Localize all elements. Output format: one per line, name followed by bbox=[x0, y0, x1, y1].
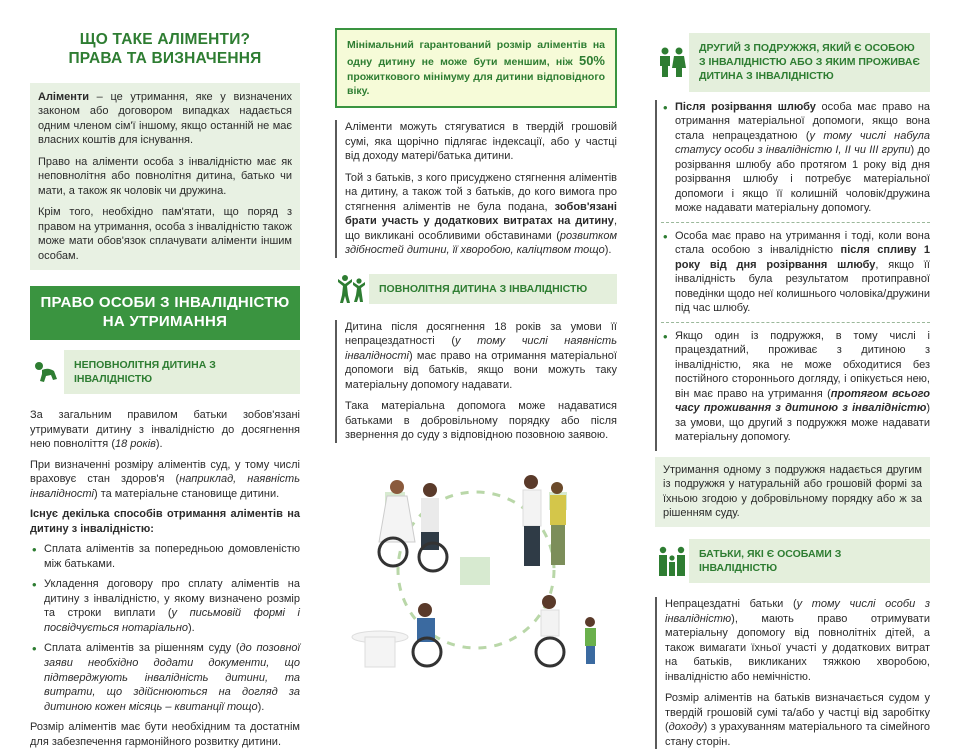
couple-icon bbox=[655, 45, 689, 79]
paragraph-3: Дитина після досягнення 18 років за умови її непрацездатності (у тому числі наявність інвалідності) має право на отримання матеріальної допомоги від батьків, якщо вони можуть таку матеріальну допомогу надавати. bbox=[345, 320, 618, 391]
dinner-couple bbox=[352, 603, 441, 667]
page-title bbox=[30, 30, 300, 69]
subheader-label: НЕПОВНОЛІТНЯ ДИТИНА З ІНВАЛІДНІСТЮ bbox=[64, 350, 300, 394]
banner-line-2: НА УТРИМАННЯ bbox=[102, 313, 228, 331]
list-item: • Укладення договору про сплату аліментів на дитину з інвалідністю, у якому визначено розмір та строки виплати (у письмовій формі і посвідчується нотаріально). bbox=[30, 577, 300, 635]
banner-line-1: ПРАВО ОСОБИ З ІНВАЛІДНІСТЮ bbox=[40, 294, 290, 312]
spouse-support-paragraph: Утримання одному з подружжя надається другим із подружжя у натуральній або грошовій формі за їхньою згодою у добровільному порядку або ж за рішенням суду. bbox=[655, 457, 930, 527]
subheader-adult-child bbox=[335, 272, 617, 306]
minor-child-text bbox=[30, 408, 300, 536]
definition-text: – це утримання, яке у визначених законом або договором випадках надається одним членом сім'ї іншому, якщо останній не має власних коштів для існування. bbox=[38, 90, 292, 147]
paragraph-5: Непрацездатні батьки (у тому числі особи з інвалідністю), мають право отримувати матеріальну допомогу від повнолітніх дітей, а також вимагати їхньої участі у додаткових витрат на батьків, викликаних тяжкою хворобою, інвалідністю або немічністю. bbox=[665, 598, 930, 683]
family-icon bbox=[655, 544, 689, 578]
adult-child-text bbox=[335, 320, 617, 443]
groom-figure bbox=[419, 483, 447, 571]
closing-paragraph: Розмір аліментів має бути необхідним та достатнім для забезпечення гармонійного розвитку дитини. bbox=[30, 721, 300, 748]
column-left bbox=[30, 0, 300, 748]
list-item: • Сплата аліментів за попередньою домовленістю між батьками. bbox=[30, 542, 300, 571]
section-banner bbox=[30, 286, 300, 340]
definition-paragraph-2: Право на аліменти особа з інвалідністю має як неповнолітня або повнолітня дитина, батько чи мати, а також як чоловік чи дружина. bbox=[38, 155, 292, 197]
parents-text bbox=[655, 597, 930, 749]
paragraph-4: Така матеріальна допомога може надаватися батьками в добровільному порядку або після звернення до суду з відповідною позовною заявою. bbox=[345, 400, 617, 442]
family-with-child bbox=[536, 595, 596, 666]
column-middle bbox=[335, 0, 617, 682]
definition-paragraph-3: Крім того, необхідно пам'ятати, що поряд з правом на утримання, особа з інвалідністю також може мати обов'язок сплачувати аліменти іншим особам. bbox=[38, 206, 292, 262]
methods-title: Існує декілька способів отримання аліментів на дитину з інвалідністю: bbox=[30, 508, 300, 535]
subheader-label: ДРУГИЙ З ПОДРУЖЖЯ, ЯКИЙ Є ОСОБОЮ З ІНВАЛІДНІСТЮ АБО З ЯКИМ ПРОЖИВАЄ ДИТИНА З ІНВАЛІДНІСТЮ bbox=[689, 33, 930, 92]
title-line-1: ЩО ТАКЕ АЛІМЕНТИ? bbox=[79, 31, 251, 48]
bride-figure bbox=[379, 480, 415, 566]
subheader-parents bbox=[655, 539, 930, 583]
column-right bbox=[655, 0, 931, 748]
percent-value: 50% bbox=[578, 53, 605, 69]
closing-text bbox=[30, 720, 300, 749]
list-item: • Сплата аліментів за рішенням суду (до позовної заяви необхідно додати документи, що підтверджують інвалідність дитини, та витрати, що здійснюються на догляд за дитиною кожен місяць – квитанції тощо). bbox=[30, 641, 300, 714]
paragraph-2: Той з батьків, з кого присуджено стягнення аліментів на дитину, а також той з батьків, до кого вимога про стягнення аліментів не була подана, зобов'язані брати участь у додаткових витратах на дитину, що викликані особливими обставинами (розвитком здібностей дитини, її хворобою, каліцтвом тощо). bbox=[345, 171, 617, 257]
definition-term: Аліменти bbox=[38, 90, 90, 103]
subheader-spouse bbox=[655, 33, 930, 92]
paragraph-2: При визначенні розміру аліментів суд, у тому числі враховує стан здоров'я (наприклад, наявність інвалідності) та матеріальне становище дитини. bbox=[30, 458, 300, 500]
baby-crawling-icon bbox=[30, 355, 64, 389]
subheader-minor-child bbox=[30, 350, 300, 394]
paragraph-1: Аліменти можуть стягуватися в твердій грошовій сумі, яка щорічно підлягає індексації, або у частці від доходу матері/батька дитини. bbox=[345, 121, 617, 163]
subheader-label: БАТЬКИ, ЯКІ Є ОСОБАМИ З ІНВАЛІДНІСТЮ bbox=[689, 539, 930, 583]
methods-list bbox=[30, 542, 300, 714]
list-item: • Після розірвання шлюбу особа має право на отримання матеріальної допомоги, якщо вона стала непрацездатною (у тому числі набула статусу особи з інвалідністю I, II чи III групи) до розірвання шлюбу або протягом 1 року від дня розірвання шлюбу і потребує матеріальної допомоги і якщо її колишній чоловік/дружина може надавати матеріальну допомогу. bbox=[661, 100, 930, 223]
family-illustration bbox=[335, 462, 617, 677]
couple-standing bbox=[523, 475, 566, 566]
title-line-2: ПРАВА ТА ВИЗНАЧЕННЯ bbox=[68, 50, 262, 68]
definition-paragraph bbox=[38, 90, 292, 148]
list-item: • Якщо один із подружжя, в тому числі і працездатний, проживає з дитиною з інвалідністю, яка не може обходитися без постійного стороннього догляду, і опікується нею, він має право на утримання (протягом всього часу проживання з дитиною з інвалідністю) за умови, що другий з подружжя може надавати матеріальну допомогу. bbox=[661, 329, 930, 451]
children-jumping-icon bbox=[335, 272, 369, 306]
subheader-label: ПОВНОЛІТНЯ ДИТИНА З ІНВАЛІДНІСТЮ bbox=[369, 274, 617, 304]
paragraph-1: За загальним правилом батьки зобов'язані утримувати дитину з інвалідністю до досягнення нею повноліття (18 років). bbox=[30, 409, 300, 451]
list-item: • Особа має право на утримання і тоді, коли вона стала особою з інвалідністю після спливу 1 року від дня розірвання шлюбу, якщо її інвалідність була результатом протиправної поведінки щодо неї колишнього чоловіка/дружини під час шлюбу. bbox=[661, 229, 930, 323]
paragraph-6: Розмір аліментів на батьків визначається судом у твердій грошовій сумі та/або у частці від заробітку (доходу) з урахуванням матеріального та сімейного стану сторін. bbox=[665, 692, 930, 748]
definition-box bbox=[30, 83, 300, 271]
alimony-text bbox=[335, 120, 617, 258]
minimum-alimony-box: Мінімальний гарантований розмір аліментів на одну дитину не може бути меншим, ніж 50% прожиткового мінімуму для дитини відповідного віку. bbox=[335, 28, 617, 108]
spouse-rights-list bbox=[655, 100, 930, 451]
